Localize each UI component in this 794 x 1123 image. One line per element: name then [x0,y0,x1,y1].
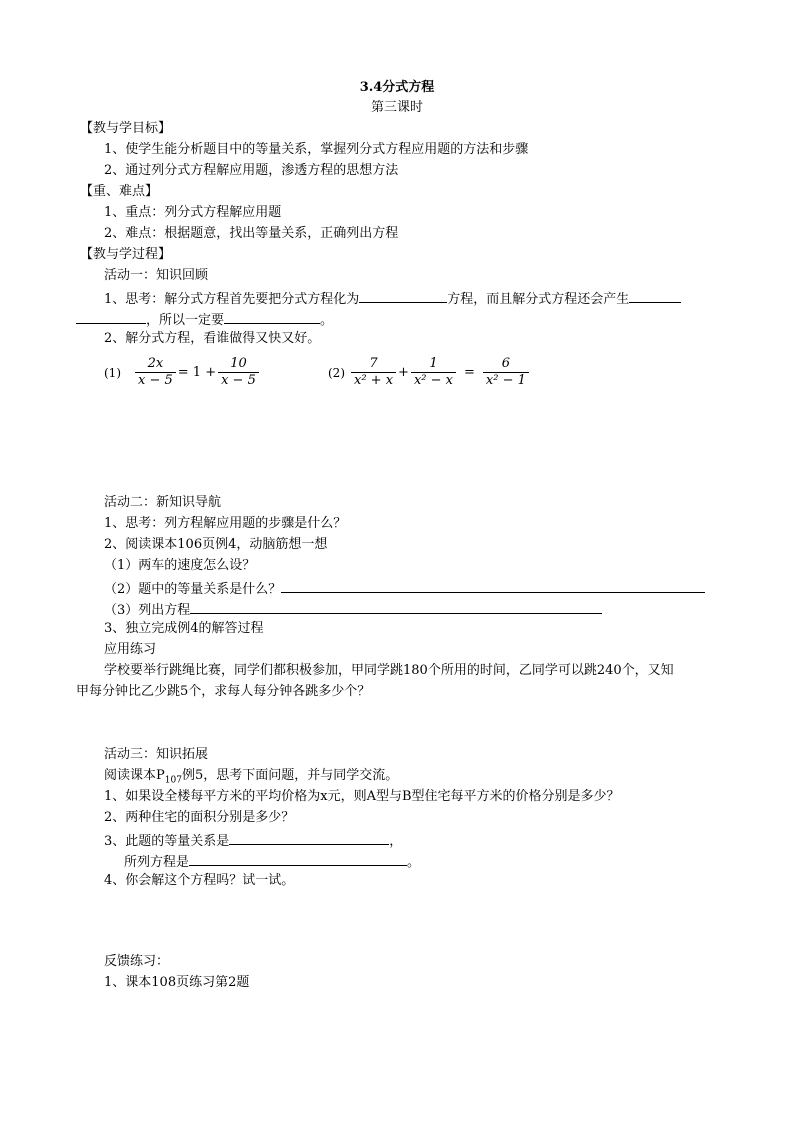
denominator: x − 5 [218,372,259,389]
act1-q1-text-c: ，所以一定要 [146,313,225,328]
goals-heading: 【教与学目标】 [80,121,172,136]
act3-q3-text-d: 。 [407,855,421,870]
act3-q3-text-a: 3、此题的等量关系是 [104,834,230,849]
equation-2 [328,356,529,389]
equation-1-label: (1) [104,365,121,380]
equation-1 [104,356,259,389]
act3-q3-text-b: ， [389,834,403,849]
lesson-subtitle: 第三课时 [370,100,423,115]
act2-question-2: 2、阅读课本106页例4，动脑筋想一想 [104,537,328,552]
equation-2-label: (2) [328,365,345,380]
answer-blank[interactable] [281,578,705,593]
answer-blank[interactable] [76,309,146,324]
key-item-2: 2、难点：根据题意，找出等量关系，正确列出方程 [104,226,399,241]
practice-problem-line-1: 学校要举行跳绳比赛，同学们都积极参加，甲同学跳180个所用的时间，乙同学可以跳240个，又知 [104,663,674,678]
activity-3-title: 活动三：知识拓展 [104,747,209,762]
act3-question-4: 4、你会解这个方程吗？试一试。 [104,873,295,888]
act1-q1-text-b: 方程，而且解分式方程还会产生 [447,292,630,307]
act2-sub-2 [104,578,705,599]
act3-intro-text-b: 例5，思考下面问题，并与同学交流。 [181,768,399,783]
act1-q1-text-a: 1、思考：解分式方程首先要把分式方程化为 [104,292,360,307]
fraction [411,356,456,389]
activity-1-title: 活动一：知识回顾 [104,268,209,283]
practice-heading: 应用练习 [104,642,157,657]
fraction [351,356,396,389]
numerator: 2x [147,356,164,371]
act3-intro [104,767,398,790]
act1-question-1 [104,288,681,309]
act3-question-3 [104,830,402,851]
act3-intro-text-a: 阅读课本P [104,768,165,783]
fraction [218,356,259,389]
act2-question-1: 1、思考：列方程解应用题的步骤是什么？ [104,516,347,531]
act2-sub-3-text: （3）列出方程 [104,603,191,618]
act3-question-2: 2、两种住宅的面积分别是多少？ [104,810,295,825]
operator: = 1 + [177,365,217,380]
act3-q3-text-c: 所列方程是 [124,855,190,870]
answer-blank[interactable] [190,599,602,614]
act3-question-3-equation [124,851,420,872]
act3-question-1: 1、如果设全楼每平方米的平均价格为x元，则A型与B型住宅每平方米的价格分别是多少？ [104,789,620,804]
numerator: 7 [369,356,378,371]
act2-question-3: 3、独立完成例4的解答过程 [104,621,264,636]
goal-item-1: 1、使学生能分析题目中的等量关系，掌握列分式方程应用题的方法和步骤 [104,142,529,157]
operator: + [398,365,409,380]
act2-sub-3 [104,599,602,620]
answer-blank[interactable] [359,288,447,303]
key-heading: 【重、难点】 [80,184,159,199]
denominator: x − 5 [135,372,176,389]
act1-q1-text-d: 。 [320,313,334,328]
answer-blank[interactable] [229,830,389,845]
answer-blank[interactable] [629,288,681,303]
denominator: x² + x [351,372,396,389]
process-heading: 【教与学过程】 [80,247,172,262]
answer-blank[interactable] [189,851,407,866]
numerator: 1 [429,356,438,371]
act2-sub-2-text: （2）题中的等量关系是什么？ [104,582,282,597]
key-item-1: 1、重点：列分式方程解应用题 [104,205,282,220]
numerator: 10 [230,356,247,371]
page-title: 3.4分式方程 [359,80,435,95]
activity-2-title: 活动二：新知识导航 [104,495,222,510]
operator: = [464,365,475,380]
feedback-title: 反馈练习： [104,954,170,969]
act1-question-2: 2、解分式方程，看谁做得又快又好。 [104,331,321,346]
goal-item-2: 2、通过列分式方程解应用题，渗透方程的思想方法 [104,163,399,178]
act2-sub-1: （1）两车的速度怎么设？ [104,558,256,573]
fraction [135,356,176,389]
practice-problem-line-2: 甲每分钟比乙少跳5个，求每人每分钟各跳多少个？ [76,684,371,699]
act1-question-1-cont [76,309,333,330]
fraction [483,356,529,389]
denominator: x² − x [411,372,456,389]
numerator: 6 [501,356,511,371]
denominator: x² − 1 [483,372,529,389]
page-subscript: 107 [164,775,182,786]
answer-blank[interactable] [224,309,320,324]
feedback-item-1: 1、课本108页练习第2题 [104,975,250,990]
